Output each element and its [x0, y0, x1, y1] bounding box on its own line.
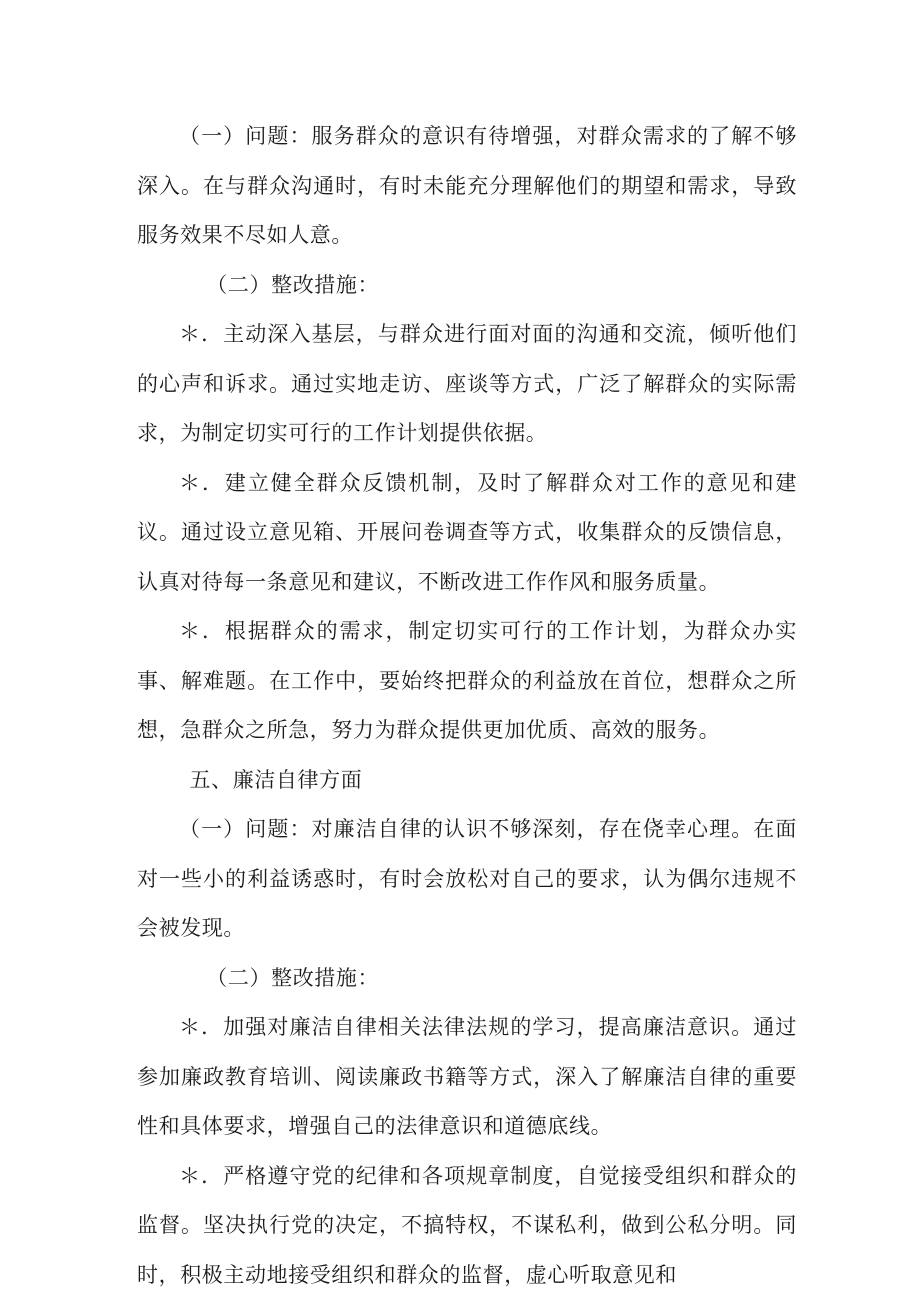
document-body: [137, 112, 797, 1300]
paragraph-measure-2-1: ＊．加强对廉洁自律相关法律法规的学习，提高廉洁意识。通过参加廉政教育培训、阅读廉政书籍等方式，深入了解廉洁自律的重要性和具体要求，增强自己的法律意识和道德底线。: [137, 1015, 797, 1138]
paragraph-measure-1-3: ＊．根据群众的需求，制定切实可行的工作计划，为群众办实事、解难题。在工作中，要始终把群众的利益放在首位，想群众之所想，急群众之所急，努力为群众提供更加优质、高效的服务。: [137, 619, 797, 742]
paragraph-problem-1: （一）问题：服务群众的意识有待增强，对群众需求的了解不够深入。在与群众沟通时，有时未能充分理解他们的期望和需求，导致服务效果不尽如人意。: [137, 124, 797, 247]
subheading-rectification-1: （二）整改措施：: [206, 272, 380, 297]
paragraph-measure-1-1: ＊．主动深入基层，与群众进行面对面的沟通和交流，倾听他们的心声和诉求。通过实地走访、座谈等方式，广泛了解群众的实际需求，为制定切实可行的工作计划提供依据。: [137, 322, 797, 445]
paragraph-problem-2: （一）问题：对廉洁自律的认识不够深刻，存在侥幸心理。在面对一些小的利益诱惑时，有时会放松对自己的要求，认为偶尔违规不会被发现。: [137, 817, 797, 940]
paragraph-measure-1-2: ＊．建立健全群众反馈机制，及时了解群众对工作的意见和建议。通过设立意见箱、开展问卷调查等方式，收集群众的反馈信息，认真对待每一条意见和建议，不断改进工作作风和服务质量。: [137, 470, 797, 594]
subheading-rectification-2: （二）整改措施：: [206, 965, 380, 990]
section-heading-integrity: 五、廉洁自律方面: [189, 767, 363, 792]
paragraph-measure-2-2: ＊．严格遵守党的纪律和各项规章制度，自觉接受组织和群众的监督。坚决执行党的决定，不搞特权，不谋私利，做到公私分明。同时，积极主动地接受组织和群众的监督，虚心听取意见和: [137, 1163, 797, 1287]
